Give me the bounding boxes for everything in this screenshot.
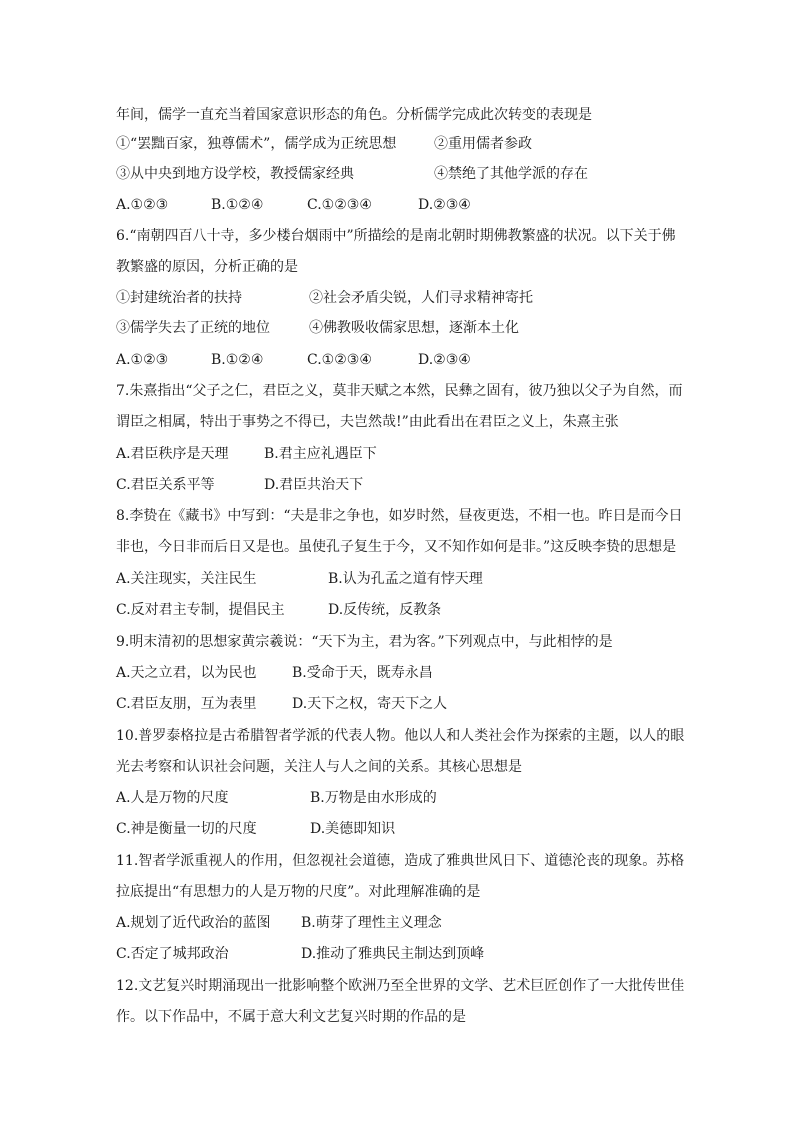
q11-stem-line-1: 11.智者学派重视人的作用，但忽视社会道德，造成了雅典世风日下、道德沦丧的现象。苏格 — [116, 853, 685, 869]
q6-statement-3: ③儒学失去了正统的地位 — [116, 320, 270, 336]
q10-stem-line-2: 光去考察和认识社会问题，关注人与人之间的关系。其核心思想是 — [116, 759, 522, 775]
q7-option-b: B.君主应礼遇臣下 — [264, 446, 377, 462]
q6-option-c: C.①②③④ — [307, 352, 372, 368]
q11-option-a: A.规划了近代政治的蓝图 — [116, 915, 271, 931]
q8-option-d: D.反传统，反教条 — [328, 602, 442, 618]
q12-stem-line-1: 12.文艺复兴时期涌现出一批影响整个欧洲乃至全世界的文学、艺术巨匠创作了一大批传世佳 — [116, 978, 685, 994]
q9-stem: 9.明末清初的思想家黄宗羲说：“天下为主，君为客。”下列观点中，与此相悖的是 — [116, 634, 613, 650]
q6-statement-1: ①封建统治者的扶持 — [116, 290, 242, 306]
q7-stem-line-2: 谓臣之相属，特出于事势之不得已，夫岂然哉!”由此看出在君臣之义上，朱熹主张 — [116, 414, 619, 430]
q12-stem-line-2: 作。以下作品中，不属于意大利文艺复兴时期的作品的是 — [116, 1009, 466, 1025]
q6-option-b: B.①②④ — [211, 352, 264, 368]
q7-option-d: D.君臣共治天下 — [264, 477, 364, 493]
q5-option-b: B.①②④ — [211, 197, 264, 213]
q11-option-b: B.萌芽了理性主义理念 — [301, 915, 442, 931]
q11-option-c: C.否定了城邦政治 — [116, 946, 229, 962]
q5-statement-2: ②重用儒者参政 — [434, 136, 532, 152]
q5-option-d: D.②③④ — [418, 197, 471, 213]
q10-option-d: D.美德即知识 — [310, 821, 396, 837]
q9-option-b: B.受命于天，既寿永昌 — [292, 665, 433, 681]
q10-option-a: A.人是万物的尺度 — [116, 790, 229, 806]
q10-option-c: C.神是衡量一切的尺度 — [116, 821, 257, 837]
q8-stem-line-1: 8.李贽在《藏书》中写到：“夫是非之争也，如岁时然，昼夜更迭，不相一也。昨日是而今日 — [116, 508, 683, 524]
q5-statement-1: ①“罢黜百家，独尊儒术”，儒学成为正统思想 — [116, 136, 397, 152]
q5-stem-tail: 年间，儒学一直充当着国家意识形态的角色。分析儒学完成此次转变的表现是 — [116, 107, 592, 123]
q8-stem-line-2: 非也，今日非而后日又是也。虽使孔子复生于今，又不知作如何是非。”这反映李贽的思想是 — [116, 539, 677, 555]
q8-option-c: C.反对君主专制，提倡民主 — [116, 602, 285, 618]
q6-stem-line-2: 教繁盛的原因，分析正确的是 — [116, 259, 298, 275]
q8-option-a: A.关注现实，关注民生 — [116, 571, 257, 587]
q5-option-a: A.①②③ — [116, 197, 169, 213]
q7-option-a: A.君臣秩序是天理 — [116, 446, 229, 462]
q7-stem-line-1: 7.朱熹指出“父子之仁，君臣之义，莫非天赋之本然，民彝之固有，彼乃独以父子为自然，而 — [116, 383, 683, 399]
q6-stem-line-1: 6.“南朝四百八十寺，多少楼台烟雨中”所描绘的是南北朝时期佛教繁盛的状况。以下关于佛 — [116, 228, 676, 244]
q9-option-d: D.天下之权，寄天下之人 — [292, 696, 448, 712]
q6-statement-2: ②社会矛盾尖锐，人们寻求精神寄托 — [309, 290, 533, 306]
q11-option-d: D.推动了雅典民主制达到顶峰 — [301, 946, 485, 962]
q9-option-c: C.君臣友朋，互为表里 — [116, 696, 257, 712]
q7-option-c: C.君臣关系平等 — [116, 477, 215, 493]
q6-option-d: D.②③④ — [418, 352, 471, 368]
q8-option-b: B.认为孔孟之道有悖天理 — [328, 571, 483, 587]
q6-statement-4: ④佛教吸收儒家思想，逐渐本土化 — [309, 320, 519, 336]
q5-statement-4: ④禁绝了其他学派的存在 — [434, 166, 588, 182]
q6-option-a: A.①②③ — [116, 352, 169, 368]
q9-option-a: A.天之立君，以为民也 — [116, 665, 257, 681]
q11-stem-line-2: 拉底提出“有思想力的人是万物的尺度”。对此理解准确的是 — [116, 884, 481, 900]
q5-option-c: C.①②③④ — [307, 197, 372, 213]
q5-statement-3: ③从中央到地方设学校，教授儒家经典 — [116, 166, 354, 182]
q10-stem-line-1: 10.普罗泰格拉是古希腊智者学派的代表人物。他以人和人类社会作为探索的主题，以人的眼 — [116, 728, 685, 744]
q10-option-b: B.万物是由水形成的 — [310, 790, 437, 806]
